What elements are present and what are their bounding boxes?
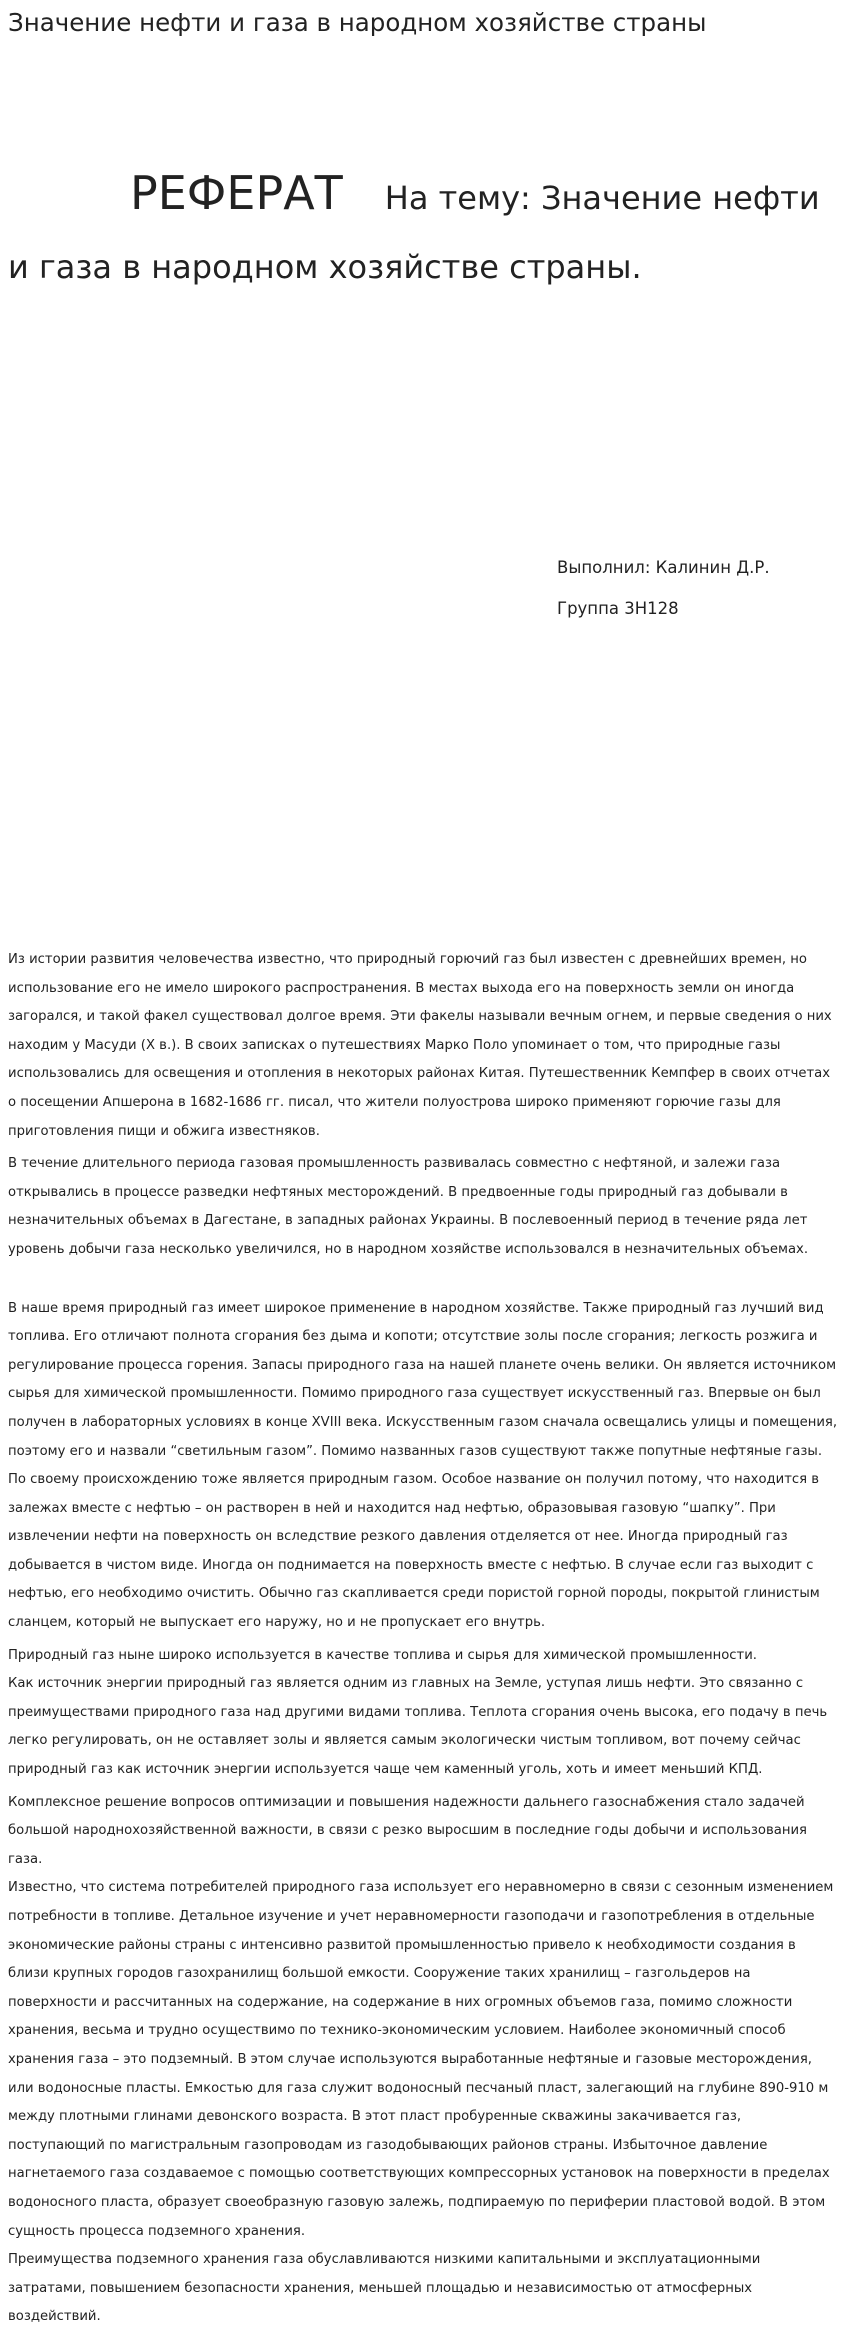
- paragraph-history: Из истории развития человечества известно, что природный горючий газ был известен с древнейших времен, но использование его не имело широкого распространения. В местах выхода его на поверхность земли он иногда загорался, и такой факел существовал долгое время. Эти факелы называли вечным огнем, и первые сведения о них находим у Масуди (X в.). В своих записках о путешествиях Марко Поло упоминает о том, что природные газы использовались для освещения и отопления в некоторых районах Китая. Путешественник Кемпфер в своих отчетах о посещении Апшерона в 1682-1686 гг. писал, что жители полуострова широко применяют горючие газы для приготовления пищи и обжига известняков.: [8, 952, 832, 1139]
- paragraph-development: В течение длительного периода газовая промышленность развивалась совместно с нефтяной, и залежи газа открывались в процессе разведки нефтяных месторождений. В предвоенные годы природный газ добывали в незначительных объемах в Дагестане, в западных районах Украины. В послевоенный период в течение ряда лет уровень добычи газа несколько увеличился, но в народном хозяйстве использовался в незначительных объемах.: [8, 1156, 809, 1257]
- paragraph-energy-source: Как источник энергии природный газ является одним из главных на Земле, уступая лишь нефти. Это связанно с преимуществами природного газа над другими видами топлива. Теплота сгорания очень высока, его подачу в печь легко регулировать, он не оставляет золы и является самым экологически чистым топливом, вот почему сейчас природный газ как источник энергии используется чаще чем каменный уголь, хоть и имеет меньший КПД.: [8, 1676, 828, 1778]
- cover-title-topic: На тему: Значение нефти и газа в народном хозяйстве страны.: [8, 179, 820, 286]
- page-heading: Значение нефти и газа в народном хозяйстве страны: [8, 8, 707, 37]
- paragraph-supply-reliability: Комплексное решение вопросов оптимизации и повышения надежности дальнего газоснабжения стало задачей большой народнохозяйственной важности, в связи с резко выросшим в последние годы добычи и использования газа.: [8, 1794, 807, 1867]
- essay-body: [8, 946, 840, 2332]
- paragraph-underground-storage: Известно, что система потребителей природного газа использует его неравномерно в связи с сезонным изменением потребности в топливе. Детальное изучение и учет неравномерности газоподачи и газопотребления в отдельные экономические районы страны с интенсивно развитой промышленностью привело к необходимости создания в близи крупных городов газохранилищ большой емкости. Сооружение таких хранилищ – газгольдеров на поверхности и рассчитанных на содержание, на содержание в них огромных объемов газа, помимо сложности хранения, весьма и трудно осуществимо по технико-экономическим условием. Наиболее экономичный способ хранения газа – это подземный. В этом случае используются выработанные нефтяные и газовые месторождения, или водоносные пласты. Емкостью для газа служит водоносный песчаный пласт, залегающий на глубине 890-910 м между плотными глинами девонского возраста. В этот пласт пробуренные скважины закачивается газ, поступающий по магистральным газопроводам из газодобывающих районов страны. Избыточное давление нагнетаемого газа создаваемое с помощью соответствующих компрессорных установок на поверхности в пределах водоносного пласта, образует своеобразную газовую залежь, подпираемую по периферии пластовой водой. В этом сущность процесса подземного хранения.: [8, 1880, 834, 2239]
- paragraph-storage-advantages: Преимущества подземного хранения газа обуславливаются низкими капитальными и эксплуатационными затратами, повышением безопасности хранения, меньшей площадью и независимостью от атмосферных воздействий.: [8, 2252, 761, 2325]
- cover-title-word: РЕФЕРАТ: [130, 166, 343, 220]
- paragraph-modern-use: В наше время природный газ имеет широкое применение в народном хозяйстве. Также природный газ лучший вид топлива. Его отличают полнота сгорания без дыма и копоти; отсутствие золы после сгорания; легкость розжига и регулирование процесса горения. Запасы природного газа на нашей планете очень велики. Он является источником сырья для химической промышленности. Помимо природного газа существует искусственный газ. Впервые он был получен в лабораторных условиях в конце XVIII века. Искусственным газом сначала освещались улицы и помещения, поэтому его и назвали “светильным газом”. Помимо названных газов существуют также попутные нефтяные газы. По своему происхождению тоже является природным газом. Особое название он получил потому, что находится в залежах вместе с нефтью – он растворен в ней и находится над нефтью, образовывая газовую “шапку”. При извлечении нефти на поверхность он вследствие резкого давления отделяется от нее. Иногда природный газ добывается в чистом виде. Иногда он поднимается на поверхность вместе с нефтью. В случае если газ выходит с нефтью, его необходимо очистить. Обычно газ скапливается среди пористой горной породы, покрытой глинистым сланцем, который не выпускает его наружу, но и не пропускает его внутрь.: [8, 1300, 838, 1631]
- paragraph-fuel-and-feedstock: Природный газ ныне широко используется в качестве топлива и сырья для химической промышленности.: [8, 1647, 757, 1663]
- author-line: Выполнил: Калинин Д.Р.: [557, 558, 770, 577]
- cover-title: [8, 160, 838, 303]
- group-line: Группа 3Н128: [557, 599, 679, 618]
